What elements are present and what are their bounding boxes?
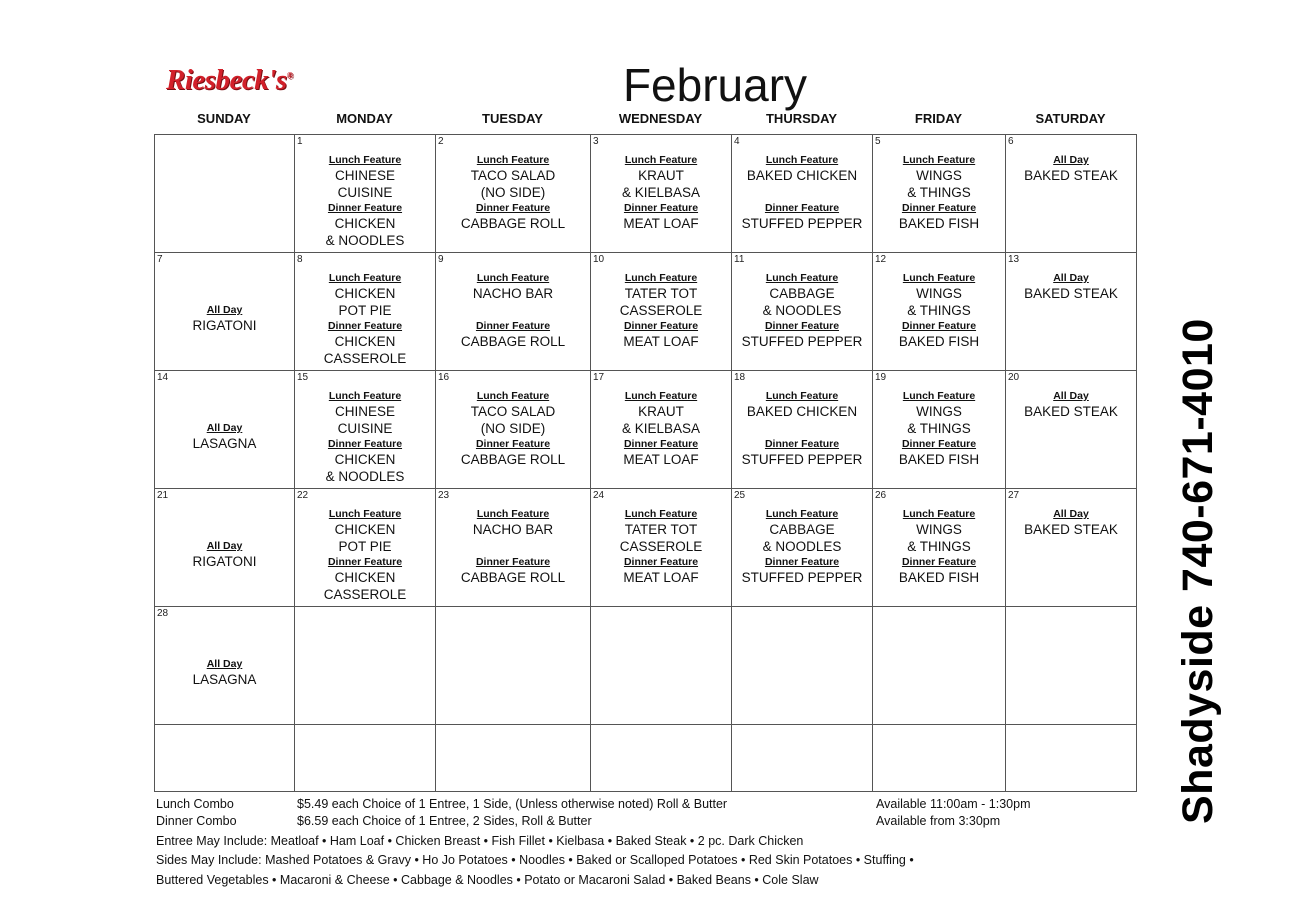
all-day-label: All Day bbox=[206, 540, 243, 552]
calendar-day-cell bbox=[872, 724, 1006, 792]
menu-features bbox=[1006, 271, 1136, 302]
menu-dish: CHICKEN bbox=[334, 570, 396, 585]
menu-dish: WINGS bbox=[916, 168, 962, 183]
menu-dish: BAKED CHICKEN bbox=[746, 168, 858, 183]
day-number: 27 bbox=[1008, 490, 1020, 501]
menu-dish: MEAT LOAF bbox=[623, 570, 699, 585]
dinner-feature-label: Dinner Feature bbox=[623, 438, 699, 450]
lunch-feature-label: Lunch Feature bbox=[624, 390, 698, 402]
calendar-day-cell bbox=[435, 134, 591, 253]
menu-dish: BAKED STEAK bbox=[1024, 404, 1118, 419]
lunch-feature-label: Lunch Feature bbox=[476, 508, 550, 520]
menu-dish: LASAGNA bbox=[192, 672, 257, 687]
menu-dish: CHINESE bbox=[334, 168, 395, 183]
calendar-day-cell bbox=[435, 488, 591, 607]
calendar-day-cell bbox=[731, 134, 873, 253]
menu-features bbox=[591, 153, 731, 232]
menu-dish: CHICKEN bbox=[334, 286, 396, 301]
menu-dish: POT PIE bbox=[338, 539, 392, 554]
footer-dinner-combo-label: Dinner Combo bbox=[156, 814, 237, 828]
menu-dish: STUFFED PEPPER bbox=[741, 334, 863, 349]
menu-dish: & THINGS bbox=[907, 303, 971, 318]
calendar-day-cell bbox=[294, 252, 436, 371]
dinner-feature-label: Dinner Feature bbox=[623, 320, 699, 332]
menu-dish: CASSEROLE bbox=[619, 303, 703, 318]
month-title: February bbox=[622, 59, 808, 111]
dinner-feature-label: Dinner Feature bbox=[475, 320, 551, 332]
calendar-day-cell bbox=[731, 252, 873, 371]
dinner-feature-label: Dinner Feature bbox=[764, 320, 840, 332]
all-day-label: All Day bbox=[206, 304, 243, 316]
weekday-friday: FRIDAY bbox=[914, 111, 963, 126]
store-phone: Shadyside 740-671-4010 bbox=[1174, 318, 1222, 824]
day-number: 21 bbox=[157, 490, 169, 501]
menu-features bbox=[873, 389, 1005, 468]
menu-dish: TACO SALAD bbox=[470, 404, 556, 419]
calendar-day-cell bbox=[731, 606, 873, 725]
menu-dish: CABBAGE ROLL bbox=[460, 452, 566, 467]
weekday-sunday: SUNDAY bbox=[197, 111, 251, 126]
dinner-feature-label: Dinner Feature bbox=[901, 438, 977, 450]
lunch-feature-label: Lunch Feature bbox=[476, 272, 550, 284]
dinner-feature-label: Dinner Feature bbox=[623, 202, 699, 214]
menu-dish: & NOODLES bbox=[325, 469, 405, 484]
menu-features bbox=[1006, 507, 1136, 538]
dinner-feature-label: Dinner Feature bbox=[327, 320, 403, 332]
day-number: 1 bbox=[297, 136, 303, 147]
menu-dish: RIGATONI bbox=[192, 554, 257, 569]
calendar-day-cell bbox=[731, 724, 873, 792]
calendar-day-cell bbox=[590, 134, 732, 253]
day-number: 26 bbox=[875, 490, 887, 501]
menu-dish: KRAUT bbox=[638, 168, 684, 183]
lunch-feature-label: Lunch Feature bbox=[765, 154, 839, 166]
menu-features bbox=[732, 507, 872, 586]
lunch-feature-label: Lunch Feature bbox=[624, 508, 698, 520]
menu-dish: & THINGS bbox=[907, 185, 971, 200]
calendar-day-cell bbox=[872, 134, 1006, 253]
lunch-feature-label: Lunch Feature bbox=[476, 390, 550, 402]
day-number: 17 bbox=[593, 372, 605, 383]
day-number: 2 bbox=[438, 136, 444, 147]
menu-features bbox=[295, 153, 435, 249]
menu-features bbox=[1006, 389, 1136, 420]
menu-dish: MEAT LOAF bbox=[623, 452, 699, 467]
menu-features bbox=[591, 389, 731, 468]
dinner-feature-label: Dinner Feature bbox=[901, 556, 977, 568]
calendar-day-cell bbox=[154, 724, 295, 792]
menu-dish: (NO SIDE) bbox=[480, 185, 546, 200]
day-number: 4 bbox=[734, 136, 740, 147]
menu-features bbox=[155, 303, 294, 334]
menu-dish: BAKED STEAK bbox=[1024, 522, 1118, 537]
calendar-day-cell bbox=[590, 724, 732, 792]
menu-features bbox=[732, 271, 872, 350]
menu-features bbox=[436, 271, 590, 350]
menu-dish: & KIELBASA bbox=[621, 185, 701, 200]
dinner-feature-label: Dinner Feature bbox=[764, 556, 840, 568]
calendar-day-cell bbox=[435, 724, 591, 792]
menu-dish: & NOODLES bbox=[325, 233, 405, 248]
calendar-day-cell bbox=[154, 134, 295, 253]
calendar-day-cell bbox=[872, 252, 1006, 371]
menu-dish: & NOODLES bbox=[762, 303, 842, 318]
calendar-day-cell bbox=[1005, 370, 1137, 489]
menu-dish: (NO SIDE) bbox=[480, 421, 546, 436]
menu-dish: TATER TOT bbox=[624, 522, 698, 537]
calendar-day-cell bbox=[435, 606, 591, 725]
day-number: 28 bbox=[157, 608, 169, 619]
dinner-feature-label: Dinner Feature bbox=[475, 202, 551, 214]
lunch-feature-label: Lunch Feature bbox=[765, 390, 839, 402]
menu-dish: BAKED STEAK bbox=[1024, 168, 1118, 183]
menu-dish: & THINGS bbox=[907, 539, 971, 554]
dinner-feature-label: Dinner Feature bbox=[764, 202, 840, 214]
menu-dish: STUFFED PEPPER bbox=[741, 216, 863, 231]
menu-dish: CABBAGE ROLL bbox=[460, 334, 566, 349]
menu-dish: POT PIE bbox=[338, 303, 392, 318]
menu-features bbox=[295, 389, 435, 485]
menu-dish: RIGATONI bbox=[192, 318, 257, 333]
day-number: 18 bbox=[734, 372, 746, 383]
menu-dish: & KIELBASA bbox=[621, 421, 701, 436]
dinner-feature-label: Dinner Feature bbox=[764, 438, 840, 450]
menu-dish: MEAT LOAF bbox=[623, 334, 699, 349]
menu-dish: LASAGNA bbox=[192, 436, 257, 451]
menu-dish: CHICKEN bbox=[334, 216, 396, 231]
calendar-day-cell bbox=[590, 370, 732, 489]
calendar-day-cell bbox=[1005, 488, 1137, 607]
menu-dish: BAKED FISH bbox=[898, 570, 980, 585]
menu-dish: TACO SALAD bbox=[470, 168, 556, 183]
weekday-wednesday: WEDNESDAY bbox=[618, 111, 703, 126]
day-number: 16 bbox=[438, 372, 450, 383]
calendar-day-cell bbox=[1005, 252, 1137, 371]
calendar-day-cell bbox=[294, 606, 436, 725]
menu-dish: NACHO BAR bbox=[472, 522, 554, 537]
day-number: 13 bbox=[1008, 254, 1020, 265]
lunch-feature-label: Lunch Feature bbox=[328, 390, 402, 402]
calendar-day-cell bbox=[872, 606, 1006, 725]
menu-features bbox=[732, 153, 872, 232]
menu-dish: & THINGS bbox=[907, 421, 971, 436]
menu-features bbox=[436, 153, 590, 232]
day-number: 20 bbox=[1008, 372, 1020, 383]
dinner-feature-label: Dinner Feature bbox=[475, 438, 551, 450]
menu-dish: BAKED FISH bbox=[898, 452, 980, 467]
lunch-feature-label: Lunch Feature bbox=[765, 272, 839, 284]
calendar-day-cell bbox=[294, 134, 436, 253]
calendar-day-cell bbox=[1005, 724, 1137, 792]
menu-dish: CHICKEN bbox=[334, 522, 396, 537]
lunch-feature-label: Lunch Feature bbox=[765, 508, 839, 520]
calendar-day-cell bbox=[731, 370, 873, 489]
menu-features bbox=[295, 271, 435, 367]
lunch-feature-label: Lunch Feature bbox=[328, 154, 402, 166]
menu-features bbox=[155, 421, 294, 452]
day-number: 6 bbox=[1008, 136, 1014, 147]
weekday-tuesday: TUESDAY bbox=[482, 111, 543, 126]
day-number: 23 bbox=[438, 490, 450, 501]
menu-features bbox=[873, 271, 1005, 350]
dinner-feature-label: Dinner Feature bbox=[327, 438, 403, 450]
footer-lunch-combo-label: Lunch Combo bbox=[156, 797, 234, 811]
calendar-day-cell bbox=[1005, 134, 1137, 253]
menu-dish: WINGS bbox=[916, 404, 962, 419]
footer-lunch-combo-desc: $5.49 each Choice of 1 Entree, 1 Side, (Unless otherwise noted) Roll & Butter bbox=[297, 797, 728, 811]
menu-dish: BAKED CHICKEN bbox=[746, 404, 858, 419]
menu-dish: CUISINE bbox=[337, 421, 393, 436]
menu-dish: NACHO BAR bbox=[472, 286, 554, 301]
lunch-feature-label: Lunch Feature bbox=[902, 508, 976, 520]
menu-dish: WINGS bbox=[916, 286, 962, 301]
footer-sides-list: Sides May Include: Mashed Potatoes & Gravy • Ho Jo Potatoes • Noodles • Baked or Scalloped Potatoes • Red Skin Potatoes • Stuffing • bbox=[156, 853, 914, 867]
riesbecks-logo: Riesbeck's® bbox=[166, 64, 293, 96]
footer-lunch-combo-availability: Available 11:00am - 1:30pm bbox=[876, 797, 1031, 811]
all-day-label: All Day bbox=[206, 658, 243, 670]
weekday-thursday: THURSDAY bbox=[765, 111, 838, 126]
weekday-monday: MONDAY bbox=[336, 111, 393, 126]
calendar-day-cell bbox=[154, 252, 295, 371]
lunch-feature-label: Lunch Feature bbox=[624, 154, 698, 166]
lunch-feature-label: Lunch Feature bbox=[476, 154, 550, 166]
lunch-feature-label: Lunch Feature bbox=[902, 272, 976, 284]
calendar-day-cell bbox=[154, 606, 295, 725]
all-day-label: All Day bbox=[1053, 508, 1089, 520]
menu-features bbox=[155, 539, 294, 570]
menu-features bbox=[436, 507, 590, 586]
day-number: 11 bbox=[734, 254, 745, 265]
calendar-day-cell bbox=[731, 488, 873, 607]
lunch-feature-label: Lunch Feature bbox=[328, 272, 402, 284]
dinner-feature-label: Dinner Feature bbox=[327, 556, 403, 568]
menu-dish: CHICKEN bbox=[334, 334, 396, 349]
menu-dish: CASSEROLE bbox=[323, 351, 407, 366]
calendar-day-cell bbox=[435, 252, 591, 371]
menu-features bbox=[873, 507, 1005, 586]
dinner-feature-label: Dinner Feature bbox=[623, 556, 699, 568]
footer-sides-list-continued: Buttered Vegetables • Macaroni & Cheese • Cabbage & Noodles • Potato or Macaroni Salad • Baked Beans • Cole Slaw bbox=[156, 873, 819, 887]
menu-features bbox=[732, 389, 872, 468]
menu-dish: CABBAGE ROLL bbox=[460, 216, 566, 231]
menu-dish: BAKED STEAK bbox=[1024, 286, 1118, 301]
menu-features bbox=[873, 153, 1005, 232]
day-number: 12 bbox=[875, 254, 887, 265]
calendar-day-cell bbox=[590, 252, 732, 371]
calendar-day-cell bbox=[294, 370, 436, 489]
menu-features bbox=[155, 657, 294, 688]
menu-dish: STUFFED PEPPER bbox=[741, 452, 863, 467]
day-number: 25 bbox=[734, 490, 746, 501]
menu-dish: WINGS bbox=[916, 522, 962, 537]
lunch-feature-label: Lunch Feature bbox=[624, 272, 698, 284]
calendar-day-cell bbox=[294, 488, 436, 607]
day-number: 8 bbox=[297, 254, 303, 265]
dinner-feature-label: Dinner Feature bbox=[327, 202, 403, 214]
lunch-feature-label: Lunch Feature bbox=[902, 154, 976, 166]
lunch-feature-label: Lunch Feature bbox=[902, 390, 976, 402]
day-number: 22 bbox=[297, 490, 309, 501]
menu-dish: CABBAGE ROLL bbox=[460, 570, 566, 585]
menu-dish: STUFFED PEPPER bbox=[741, 570, 863, 585]
all-day-label: All Day bbox=[206, 422, 243, 434]
menu-features bbox=[591, 507, 731, 586]
menu-features bbox=[295, 507, 435, 603]
day-number: 14 bbox=[157, 372, 169, 383]
calendar-day-cell bbox=[590, 488, 732, 607]
menu-features bbox=[591, 271, 731, 350]
menu-dish: CABBAGE bbox=[769, 522, 835, 537]
day-number: 19 bbox=[875, 372, 887, 383]
footer-entree-list: Entree May Include: Meatloaf • Ham Loaf • Chicken Breast • Fish Fillet • Kielbasa • Baked Steak • 2 pc. Dark Chicken bbox=[156, 834, 804, 848]
menu-dish: & NOODLES bbox=[762, 539, 842, 554]
calendar-day-cell bbox=[154, 370, 295, 489]
day-number: 7 bbox=[157, 254, 163, 265]
menu-dish: CASSEROLE bbox=[323, 587, 407, 602]
all-day-label: All Day bbox=[1053, 272, 1089, 284]
menu-dish: CHINESE bbox=[334, 404, 395, 419]
menu-dish: CUISINE bbox=[337, 185, 393, 200]
calendar-grid bbox=[154, 134, 1136, 791]
footer-dinner-combo-availability: Available from 3:30pm bbox=[876, 814, 1001, 828]
calendar-day-cell bbox=[872, 488, 1006, 607]
menu-dish: BAKED FISH bbox=[898, 216, 980, 231]
lunch-feature-label: Lunch Feature bbox=[328, 508, 402, 520]
day-number: 15 bbox=[297, 372, 309, 383]
menu-dish: BAKED FISH bbox=[898, 334, 980, 349]
day-number: 10 bbox=[593, 254, 605, 265]
dinner-feature-label: Dinner Feature bbox=[901, 202, 977, 214]
calendar-day-cell bbox=[1005, 606, 1137, 725]
calendar-day-cell bbox=[435, 370, 591, 489]
menu-features bbox=[436, 389, 590, 468]
calendar-day-cell bbox=[154, 488, 295, 607]
day-number: 5 bbox=[875, 136, 881, 147]
calendar-day-cell bbox=[590, 606, 732, 725]
dinner-feature-label: Dinner Feature bbox=[475, 556, 551, 568]
day-number: 24 bbox=[593, 490, 605, 501]
menu-dish: MEAT LOAF bbox=[623, 216, 699, 231]
menu-features bbox=[1006, 153, 1136, 184]
weekday-saturday: SATURDAY bbox=[1035, 111, 1106, 126]
calendar-day-cell bbox=[294, 724, 436, 792]
all-day-label: All Day bbox=[1053, 154, 1089, 166]
menu-dish: KRAUT bbox=[638, 404, 684, 419]
day-number: 3 bbox=[593, 136, 599, 147]
menu-dish: CABBAGE bbox=[769, 286, 835, 301]
day-number: 9 bbox=[438, 254, 444, 265]
menu-dish: CASSEROLE bbox=[619, 539, 703, 554]
dinner-feature-label: Dinner Feature bbox=[901, 320, 977, 332]
menu-dish: CHICKEN bbox=[334, 452, 396, 467]
menu-dish: TATER TOT bbox=[624, 286, 698, 301]
footer-dinner-combo-desc: $6.59 each Choice of 1 Entree, 2 Sides, Roll & Butter bbox=[297, 814, 592, 828]
all-day-label: All Day bbox=[1053, 390, 1089, 402]
calendar-day-cell bbox=[872, 370, 1006, 489]
